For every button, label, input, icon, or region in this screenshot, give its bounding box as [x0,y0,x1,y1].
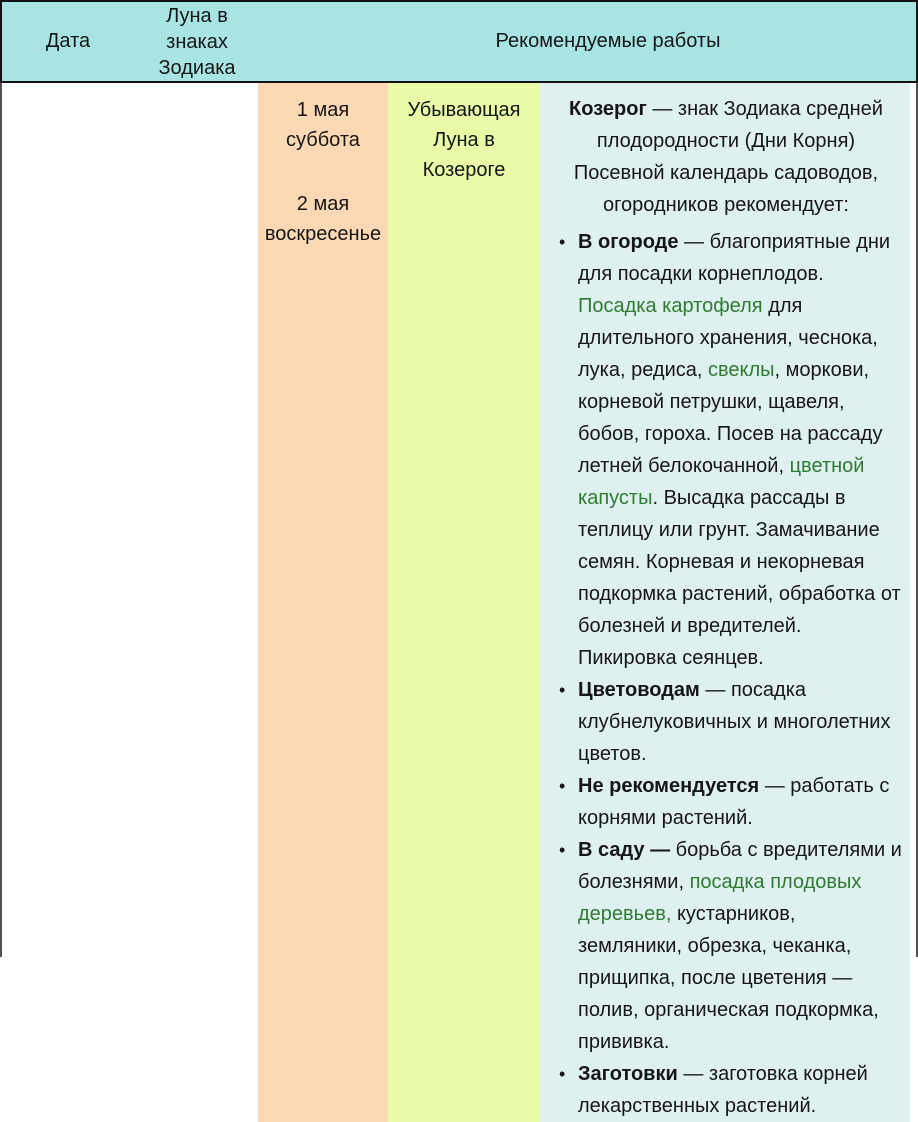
body-text: — заготовка корней лекарственных растений. [578,1063,868,1117]
body-text: . Высадка рассады в теплицу или грунт. Замачивание семян. Корневая и некорневая подкормка растений, обработка от болезней и вредителей. Пикировка сеянцев. [578,487,901,669]
date-column-empty-cell [2,83,258,1122]
header-recommended-works: Рекомендуемые работы [495,30,721,52]
body-text: кустарников, земляники, обрезка, чеканка, прищипка, после цветения — полив, органическая подкормка, прививка. [578,903,879,1053]
body-text: , моркови, корневой петрушки, щавеля, бобов, гороха. Посев на рассаду летней белокочанной, [578,359,883,477]
body-text: — работать с корнями растений. [578,775,890,829]
works-list-item [556,674,904,770]
bold-label: В огороде [578,231,679,253]
right-filler [910,83,916,1122]
date-entry [258,95,388,155]
bold-label: В саду — [578,839,671,861]
date-cell [258,83,388,1122]
works-list-item [556,226,904,674]
body-text: для длительного хранения, чеснока, лука, редиса, [578,295,878,381]
moon-phase-cell [388,83,540,1122]
date-weekday: воскресенье [264,223,382,245]
works-intro [556,93,904,221]
date-day: 2 мая [296,193,350,215]
header-moon-sign: Луна в знаках Зодиака [158,4,236,79]
body-text: борьба с вредителями и болезнями, [578,839,902,893]
body-text: — благоприятные дни для посадки корнеплодов. [578,231,891,285]
works-list-item [556,834,904,1058]
bold-label: Не рекомендуется [578,775,760,797]
works-list-item [556,770,904,834]
body-text: — знак Зодиака средней плодородности (Дни Корня) Посевной календарь садоводов, огородников рекомендует: [573,98,883,216]
date-entry [258,189,388,249]
table-body-row [2,83,916,1122]
date-day: 1 мая [296,99,350,121]
works-list-item [556,1058,904,1122]
link-text[interactable]: цветной капусты [578,455,865,509]
bold-label: Козерог [569,98,647,120]
date-weekday: суббота [286,129,360,151]
header-date: Дата [45,30,91,52]
link-text[interactable]: посадка плодовых деревьев, [578,871,862,925]
table-header-row [0,0,918,83]
body-text: — посадка клубнелуковичных и многолетних цветов. [578,679,891,765]
works-list [556,226,904,1122]
recommended-works-cell [540,83,910,1122]
bold-label: Цветоводам [578,679,700,701]
moon-phase-text: Убывающая Луна в Козероге [407,99,521,181]
link-text[interactable]: свеклы [707,359,775,381]
bold-label: Заготовки [578,1063,678,1085]
link-text[interactable]: Посадка картофеля [578,295,763,317]
